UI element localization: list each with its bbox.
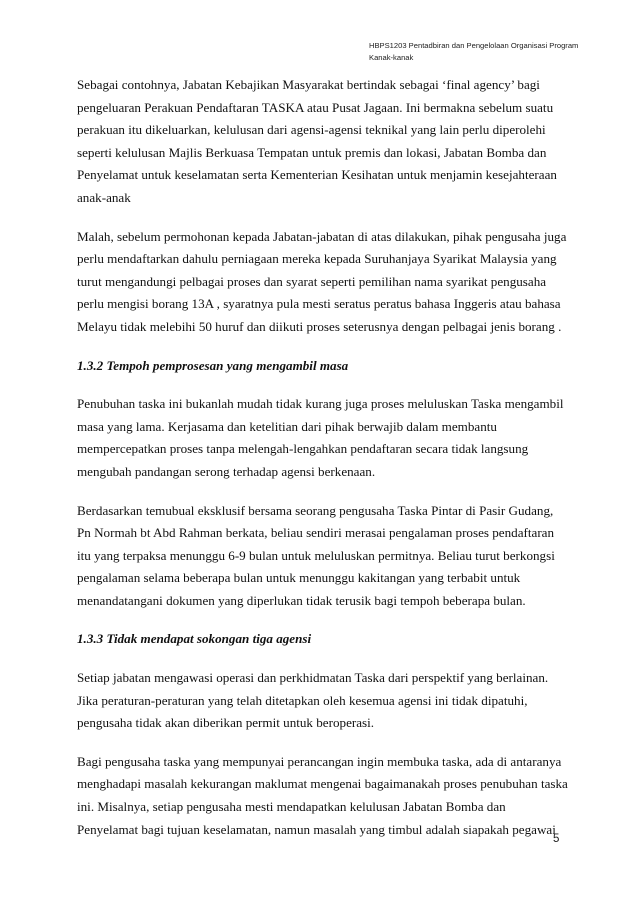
paragraph-line: Jika peraturan-peraturan yang telah ditetapkan oleh kesemua agensi ini tidak dipatuhi, [77,692,528,708]
block-spacer [77,484,577,500]
paragraph [77,751,577,841]
paragraph-line: perakuan itu dikeluarkan, kelulusan dari agensi-agensi teknikal yang lain perlu diperolehi [77,122,546,138]
paragraph-line: Malah, sebelum permohonan kepada Jabatan-jabatan di atas dilakukan, pihak pengusaha juga [77,228,567,244]
paragraph-line: pengusaha tidak akan diberikan permit untuk beroperasi. [77,715,375,731]
paragraph [77,667,577,735]
paragraph-line: turut mengandungi pelbagai proses dan syarat seperti pemilihan nama syarikat pengusaha [77,273,547,289]
paragraph-line: menandatangani dokumen yang diperlukan tidak terusik bagi tempoh beberapa bulan. [77,592,526,608]
running-header-line-1: HBPS1203 Pentadbiran dan Pengelolaan Organisasi Program [369,41,579,50]
paragraph [77,500,577,613]
paragraph-line: pengalaman selama beberapa bulan untuk menunggu kakitangan yang terbabit untuk [77,570,521,586]
page-number: 5 [553,833,560,845]
running-header-line-2: Kanak-kanak [369,53,414,62]
paragraph-line: Penubuhan taska ini bukanlah mudah tidak kurang juga proses meluluskan Taska mengambil [77,396,564,412]
paragraph-line: perlu mendaftarkan dahulu perniagaan mereka kepada Suruhanjaya Syarikat Malaysia yang [77,251,557,267]
block-spacer [77,210,577,226]
paragraph-line: Setiap jabatan mengawasi operasi dan perkhidmatan Taska dari perspektif yang berlainan. [77,670,549,686]
paragraph-line: Pn Normah bt Abd Rahman berkata, beliau sendiri merasai pengalaman proses pendaftaran [77,525,555,541]
paragraph [77,226,577,339]
paragraph-line: pengeluaran Perakuan Pendaftaran TASKA atau Pusat Jagaan. Ini bermakna sebelum suatu [77,99,554,115]
block-spacer [77,735,577,751]
paragraph-line: perlu mengisi borang 13A , syaratnya pula mesti seratus peratus bahasa Inggeris atau bahasa [77,296,561,312]
paragraph-line: Bagi pengusaha taska yang mempunyai perancangan ingin membuka taska, ada di antaranya [77,753,562,769]
paragraph [77,393,577,483]
paragraph-line: anak-anak [77,189,131,205]
section-heading: 1.3.3 Tidak mendapat sokongan tiga agensi [77,631,312,647]
paragraph-line: Sebagai contohnya, Jabatan Kebajikan Masyarakat bertindak sebagai ‘final agency’ bagi [77,77,540,92]
paragraph-line: Penyelamat untuk keselamatan serta Kementerian Kesihatan untuk menjamin kesejahteraan [77,167,557,183]
paragraph-line: Berdasarkan temubual eksklusif bersama seorang pengusaha Taska Pintar di Pasir Gudang, [77,502,554,518]
paragraph-line: itu yang terpaksa menunggu 6-9 bulan untuk meluluskan permitnya. Beliau turut berkongsi [77,547,555,563]
paragraph-line: mengubah pandangan serong terhadap agensi berkenaan. [77,463,376,479]
document-body [77,74,577,841]
paragraph-line: ini. Misalnya, setiap pengusaha mesti mendapatkan kelulusan Jabatan Bomba dan [77,799,506,815]
paragraph-line: masa yang lama. Kerjasama dan ketelitian dari pihak berwajib dalam membantu [77,418,497,434]
block-spacer [77,651,577,667]
block-spacer [77,377,577,393]
section-heading: 1.3.2 Tempoh pemprosesan yang mengambil masa [77,357,349,373]
block-spacer [77,612,577,628]
paragraph-line: Melayu tidak melebihi 50 huruf dan diikuti proses seterusnya dengan pelbagai jenis borang . [77,318,562,334]
block-spacer [77,339,577,355]
running-header [369,40,609,64]
paragraph-line: menghadapi masalah kekurangan maklumat mengenai bagaimanakah proses penubuhan taska [77,776,568,792]
paragraph [77,74,577,210]
paragraph-line: mempercepatkan proses tanpa melengah-lengahkan pendaftaran secara tidak langsung [77,441,529,457]
paragraph-line: seperti kelulusan Majlis Berkuasa Tempatan untuk premis dan lokasi, Jabatan Bomba dan [77,144,547,160]
paragraph-line: Penyelamat bagi tujuan keselamatan, namun masalah yang timbul adalah siapakah pegawai [77,821,556,837]
